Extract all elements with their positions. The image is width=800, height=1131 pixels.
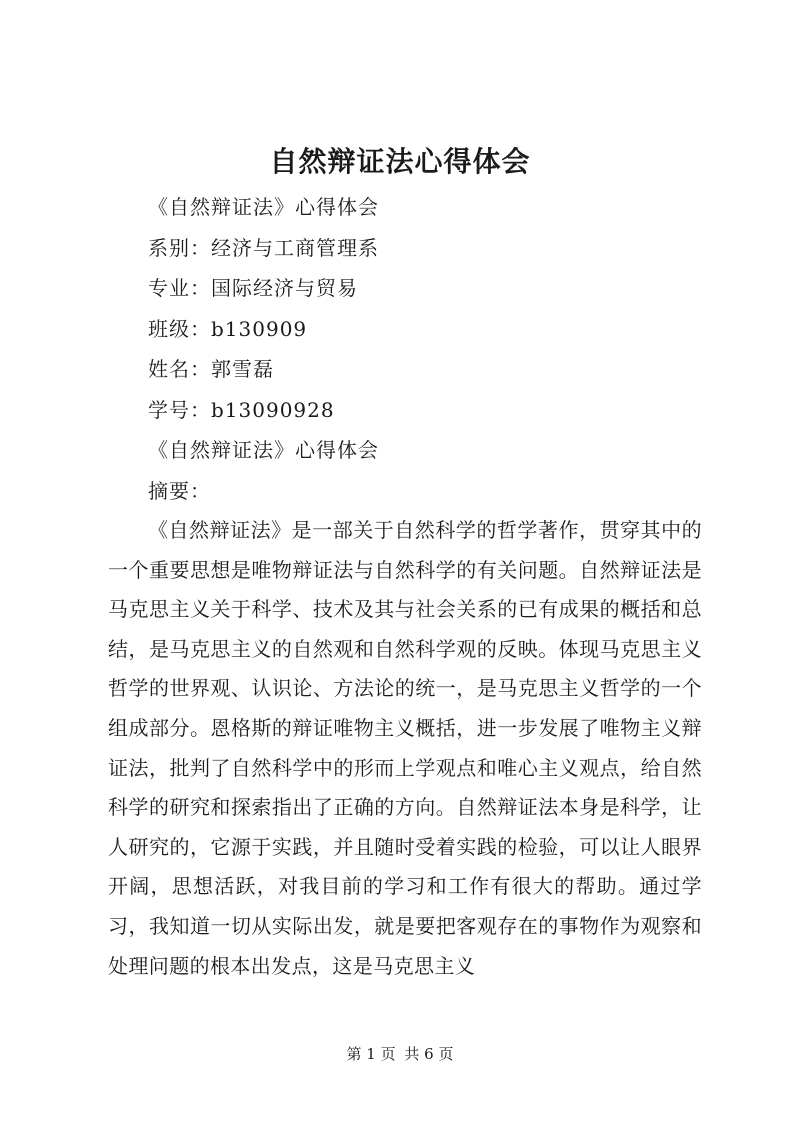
document-title: 自然辩证法心得体会 [269,145,531,178]
info-line-class: 班级：b130909 [148,316,308,341]
page-footer [0,1044,800,1064]
info-line-book-title: 《自然辩证法》心得体会 [148,195,379,219]
info-block [148,187,379,511]
page-total: 共 6 页 [404,1045,454,1063]
info-line-name: 姓名：郭雪磊 [148,357,274,381]
info-line-student-id: 学号：b13090928 [148,397,335,422]
page-number: 第 1 页 [346,1045,396,1063]
body-paragraph: 《自然辩证法》是一部关于自然科学的哲学著作，贯穿其中的一个重要思想是唯物辩证法与自然科学的有关问题。自然辩证法是马克思主义关于科学、技术及其与社会关系的已有成果的概括和总结，是马克思主义的自然观和自然科学观的反映。体现马克思主义哲学的世界观、认识论、方法论的统一，是马克思主义哲学的一个组成部分。恩格斯的辩证唯物主义概括，进一步发展了唯物主义辩证法，批判了自然科学中的形而上学观点和唯心主义观点，给自然科学的研究和探索指出了正确的方向。自然辩证法本身是科学，让人研究的，它源于实践，并且随时受着实践的检验，可以让人眼界开阔，思想活跃，对我目前的学习和工作有很大的帮助。通过学习，我知道一切从实际出发，就是要把客观存在的事物作为观察和处理问题的根本出发点，这是马克思主义 [108,518,702,978]
info-line-major: 专业：国际经济与贸易 [148,276,358,300]
info-line-subtitle: 《自然辩证法》心得体会 [148,438,379,462]
info-line-department: 系别：经济与工商管理系 [148,235,379,260]
info-line-abstract-heading: 摘要： [148,478,211,503]
